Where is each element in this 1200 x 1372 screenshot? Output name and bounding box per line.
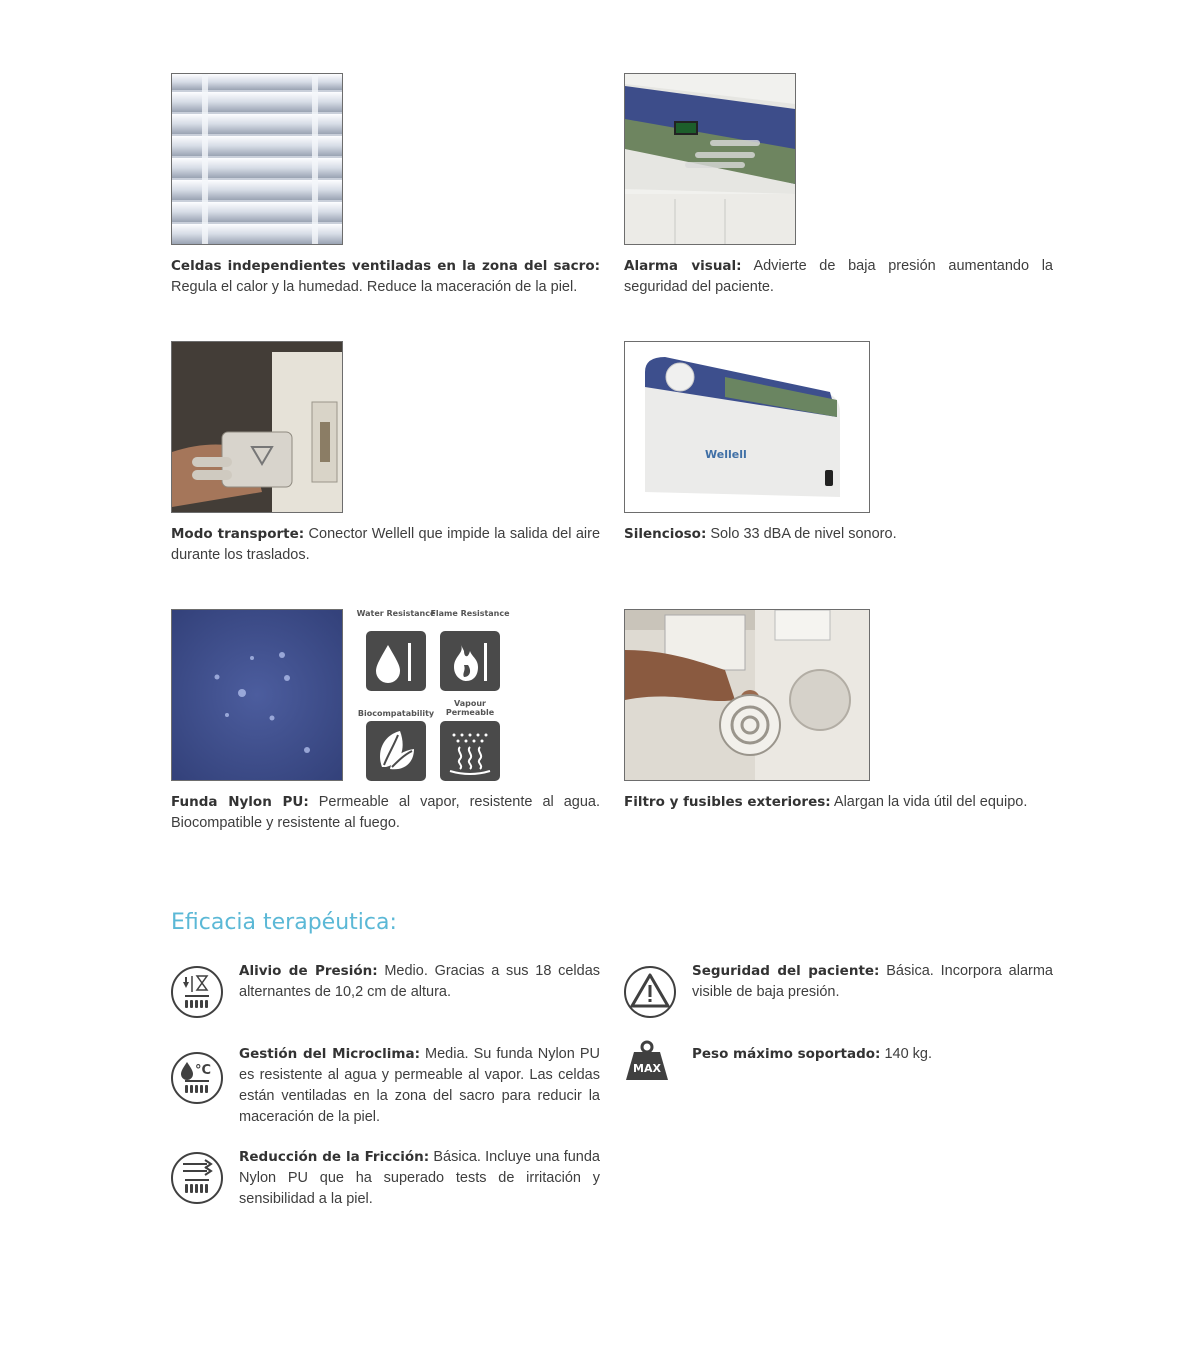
efficacy-weight: Peso máximo soportado: 140 kg. <box>692 1046 933 1062</box>
celsius-label: °C <box>195 1063 212 1078</box>
flame-resistance-label: Flame Resistance <box>430 609 510 618</box>
feature-caption-filter: Filtro y fusibles exteriores: Alargan la vida útil del equipo. <box>624 794 1028 810</box>
vapour-icon <box>440 721 500 781</box>
nylon-fabric-photo <box>171 609 343 781</box>
section-title: Eficacia terapéutica: <box>171 910 397 935</box>
water-drop-icon <box>366 631 426 691</box>
water-resistance-label: Water Resistance <box>356 609 436 618</box>
efficacy-friction: Reducción de la Fricción: Básica. Incluye una funda Nylon PU que ha superado tests de irritación y sensibilidad a la piel. <box>239 1149 600 1207</box>
feature-caption-cells: Celdas independientes ventiladas en la zona del sacro: Regula el calor y la humedad. Reduce la maceración de la piel. <box>171 258 600 295</box>
feature-caption-transport: Modo transporte: Conector Wellell que impide la salida del aire durante los traslados. <box>171 526 601 563</box>
weight-icon <box>624 1040 670 1082</box>
pump-brand-label: Wellell <box>705 448 747 461</box>
microclimate-icon <box>171 1052 223 1104</box>
friction-icon <box>171 1152 223 1204</box>
efficacy-pressure: Alivio de Presión: Medio. Gracias a sus 18 celdas alternantes de 10,2 cm de altura. <box>239 963 601 1000</box>
vapour-permeable-label: Vapour Permeable <box>445 699 495 717</box>
feature-caption-alarm: Alarma visual: Advierte de baja presión aumentando la seguridad del paciente. <box>624 258 1053 295</box>
efficacy-microclimate: Gestión del Microclima: Media. Su funda Nylon PU es resistente al agua y permeable al vapor. Las celdas están ventiladas en la zona del sacro para reducir la maceración de la piel. <box>239 1046 600 1125</box>
transport-connector-photo <box>171 341 343 513</box>
pressure-relief-icon <box>171 966 223 1018</box>
pump-unit-photo <box>624 341 870 513</box>
leaf-icon <box>366 721 426 781</box>
biocompatibility-label: Biocompatability <box>357 709 435 718</box>
ventilated-cells-photo <box>171 73 343 245</box>
feature-caption-fabric: Funda Nylon PU: Permeable al vapor, resistente al agua. Biocompatible y resistente al fuego. <box>171 794 601 831</box>
feature-caption-silent: Silencioso: Solo 33 dBA de nivel sonoro. <box>624 526 897 542</box>
warning-icon <box>624 966 676 1018</box>
filter-fuses-photo <box>624 609 870 781</box>
visual-alarm-photo <box>624 73 796 245</box>
flame-icon <box>440 631 500 691</box>
max-weight-label: MAX <box>633 1062 661 1075</box>
efficacy-safety: Seguridad del paciente: Básica. Incorpora alarma visible de baja presión. <box>692 963 1053 1000</box>
